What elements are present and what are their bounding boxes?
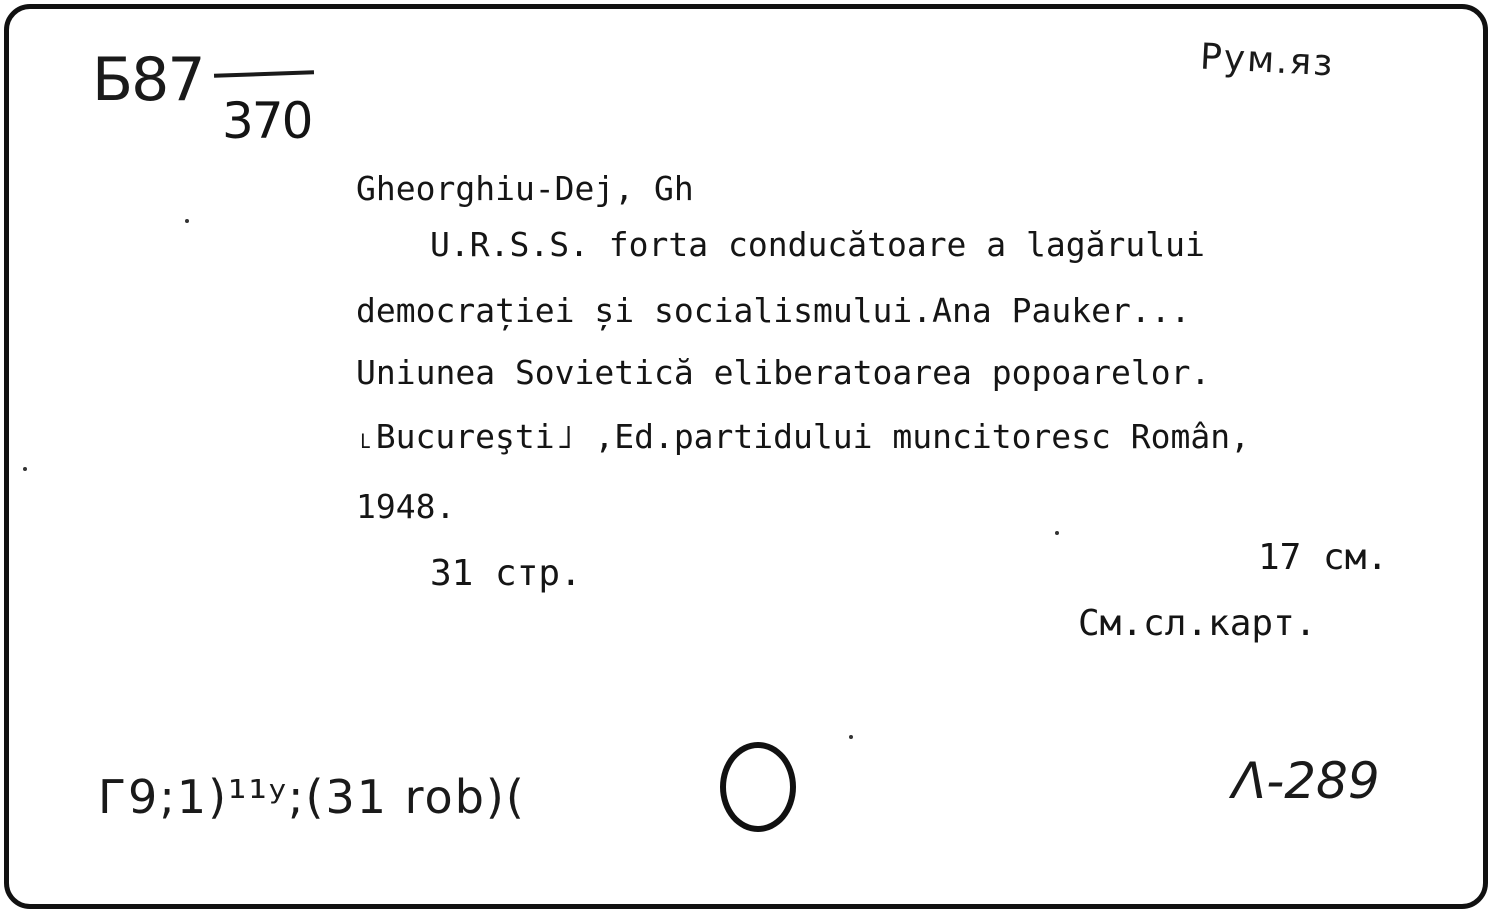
ink-speck [185, 219, 189, 223]
title-line: democrației și socialismului.Ana Pauker... [356, 291, 1191, 330]
shelfmark-number: 370 [222, 92, 312, 150]
card-size: 17 см. [1258, 537, 1389, 578]
inventory-number: Λ-289 [1232, 752, 1380, 810]
imprint-line: ˪Bucureşti˩ ,Ed.partidului muncitoresc Român, [356, 417, 1250, 456]
punch-hole [720, 742, 796, 832]
title-line: Uniunea Sovietică eliberatoarea popoarelor. [356, 353, 1211, 392]
language-note: Рум.яз [1199, 36, 1336, 85]
bottom-left-code: Г9;1)¹¹ʸ;(31 rob)( [98, 770, 526, 824]
cross-reference: См.сл.карт. [1078, 603, 1317, 644]
ink-speck [849, 735, 853, 739]
shelfmark: Б87 [92, 45, 204, 115]
ink-speck [23, 467, 27, 471]
page-count: 31 стр. [430, 553, 582, 594]
ink-speck [1055, 531, 1059, 535]
title-line: U.R.S.S. forta conducătoare a lagărului [430, 225, 1205, 264]
author: Gheorghiu-Dej, Gh [356, 169, 694, 208]
year-line: 1948. [356, 487, 456, 526]
